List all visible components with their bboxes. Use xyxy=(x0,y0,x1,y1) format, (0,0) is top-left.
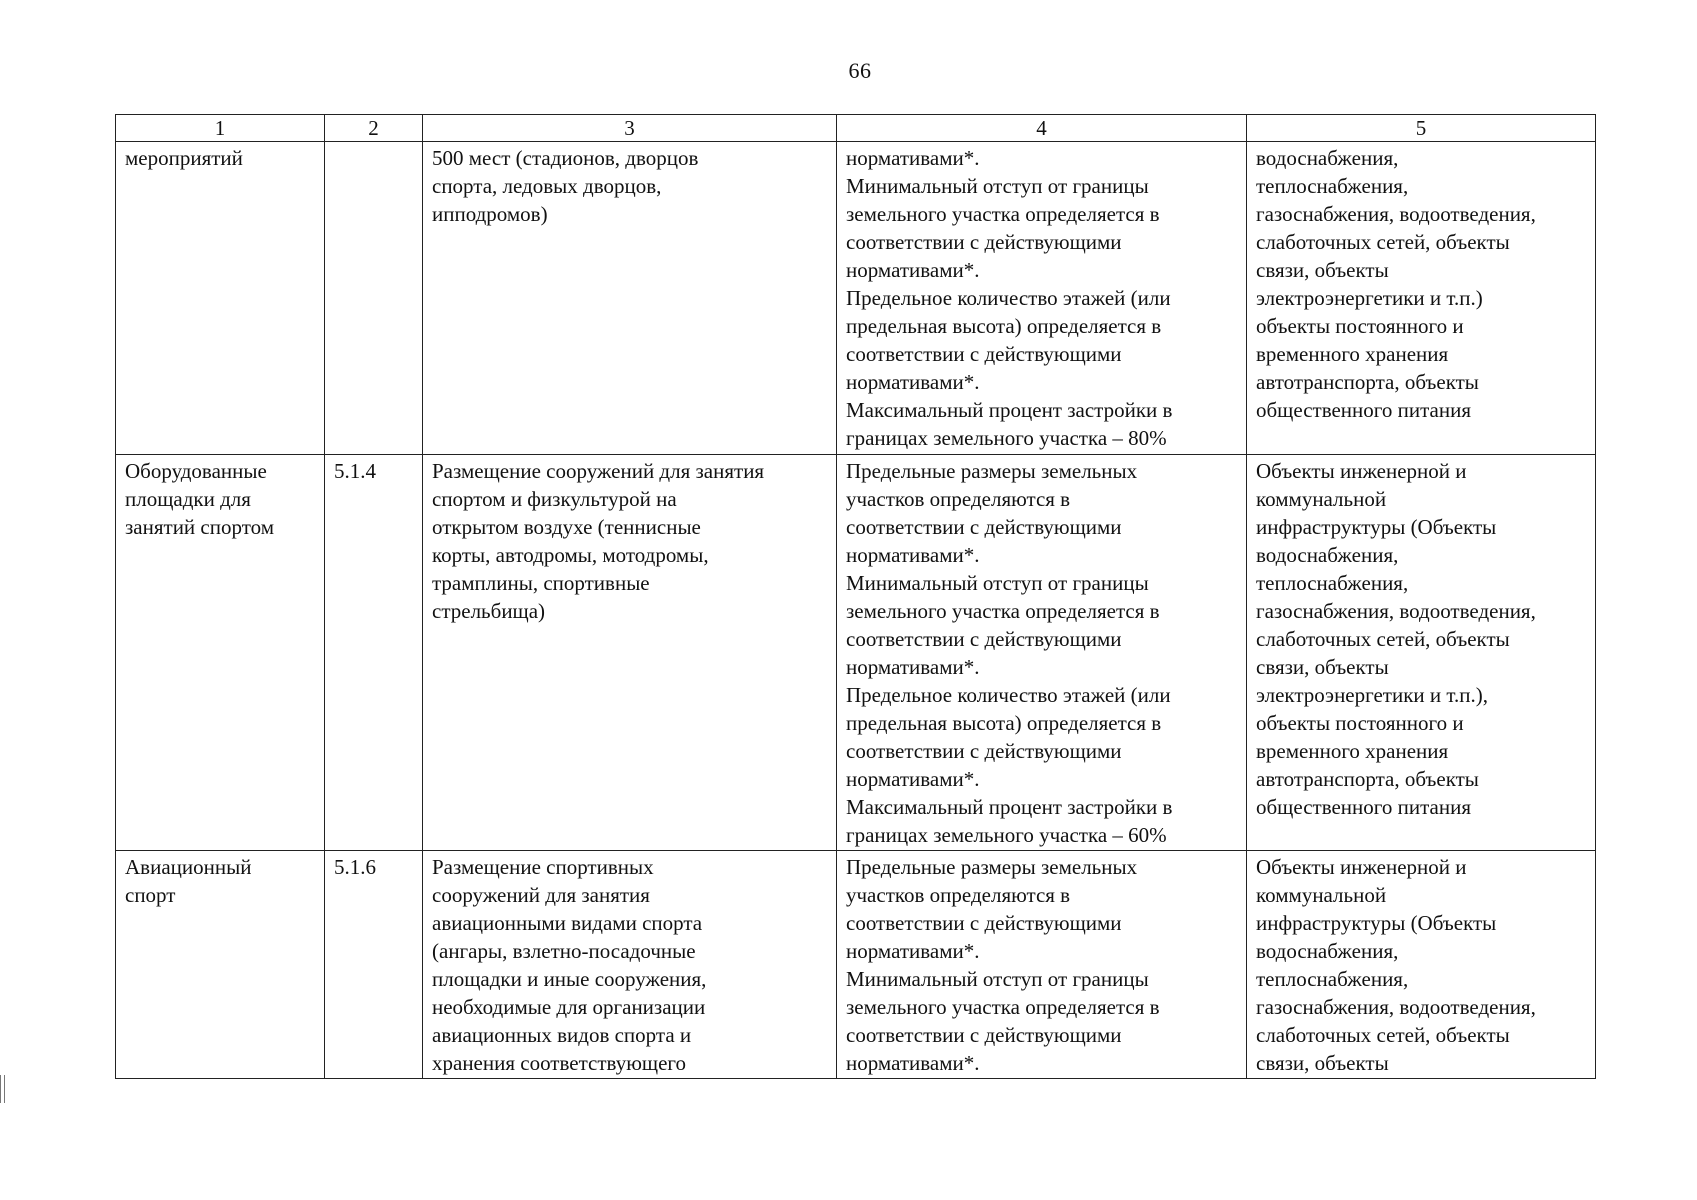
use-description-cell: Размещение спортивных сооружений для занятия авиационными видами спорта (ангары, взлетно-посадочные площадки и иные сооружения, необходимые для организации авиационных видов спорта и хранения соответствующего xyxy=(423,851,837,1079)
parameters-cell: Предельные размеры земельных участков определяются в соответствии с действующими нормативами*. Минимальный отступ от границы земельного участка определяется в соответствии с действующими нормативами*. Предельное количество этажей (или предельная высота) определяется в соответствии с действующими нормативами*. Максимальный процент застройки в границах земельного участка – 60% xyxy=(837,455,1247,851)
parameters-cell: Предельные размеры земельных участков определяются в соответствии с действующими нормативами*. Минимальный отступ от границы земельного участка определяется в соответствии с действующими нормативами*. xyxy=(837,851,1247,1079)
use-code-cell: 5.1.6 xyxy=(325,851,423,1079)
page-number: 66 xyxy=(848,58,872,83)
use-description-cell: Размещение сооружений для занятия спортом и физкультурой на открытом воздухе (теннисные корты, автодромы, мотодромы, трамплины, спортивные стрельбища) xyxy=(423,455,837,851)
table-row xyxy=(116,455,1596,851)
column-header: 1 xyxy=(116,115,325,142)
use-code-cell: 5.1.4 xyxy=(325,455,423,851)
column-header: 3 xyxy=(423,115,837,142)
column-header: 2 xyxy=(325,115,423,142)
auxiliary-uses-cell: Объекты инженерной и коммунальной инфраструктуры (Объекты водоснабжения, теплоснабжения, газоснабжения, водоотведения, слаботочных сетей, объекты связи, объекты xyxy=(1247,851,1596,1079)
table-header-row xyxy=(116,115,1596,142)
land-use-table xyxy=(115,114,1596,1079)
column-header: 5 xyxy=(1247,115,1596,142)
auxiliary-uses-cell: Объекты инженерной и коммунальной инфраструктуры (Объекты водоснабжения, теплоснабжения, газоснабжения, водоотведения, слаботочных сетей, объекты связи, объекты электроэнергетики и т.п.), объекты постоянного и временного хранения автотранспорта, объекты общественного питания xyxy=(1247,455,1596,851)
table-row xyxy=(116,142,1596,455)
use-description-cell: 500 мест (стадионов, дворцов спорта, ледовых дворцов, ипподромов) xyxy=(423,142,837,455)
use-name-cell: Оборудованные площадки для занятий спортом xyxy=(116,455,325,851)
use-name-cell: мероприятий xyxy=(116,142,325,455)
use-code-cell xyxy=(325,142,423,455)
table-row xyxy=(116,851,1596,1079)
column-header: 4 xyxy=(837,115,1247,142)
scan-margin-mark xyxy=(0,1075,5,1103)
auxiliary-uses-cell: водоснабжения, теплоснабжения, газоснабжения, водоотведения, слаботочных сетей, объекты связи, объекты электроэнергетики и т.п.) объекты постоянного и временного хранения автотранспорта, объекты общественного питания xyxy=(1247,142,1596,455)
parameters-cell: нормативами*. Минимальный отступ от границы земельного участка определяется в соответствии с действующими нормативами*. Предельное количество этажей (или предельная высота) определяется в соответствии с действующими нормативами*. Максимальный процент застройки в границах земельного участка – 80% xyxy=(837,142,1247,455)
use-name-cell: Авиационный спорт xyxy=(116,851,325,1079)
